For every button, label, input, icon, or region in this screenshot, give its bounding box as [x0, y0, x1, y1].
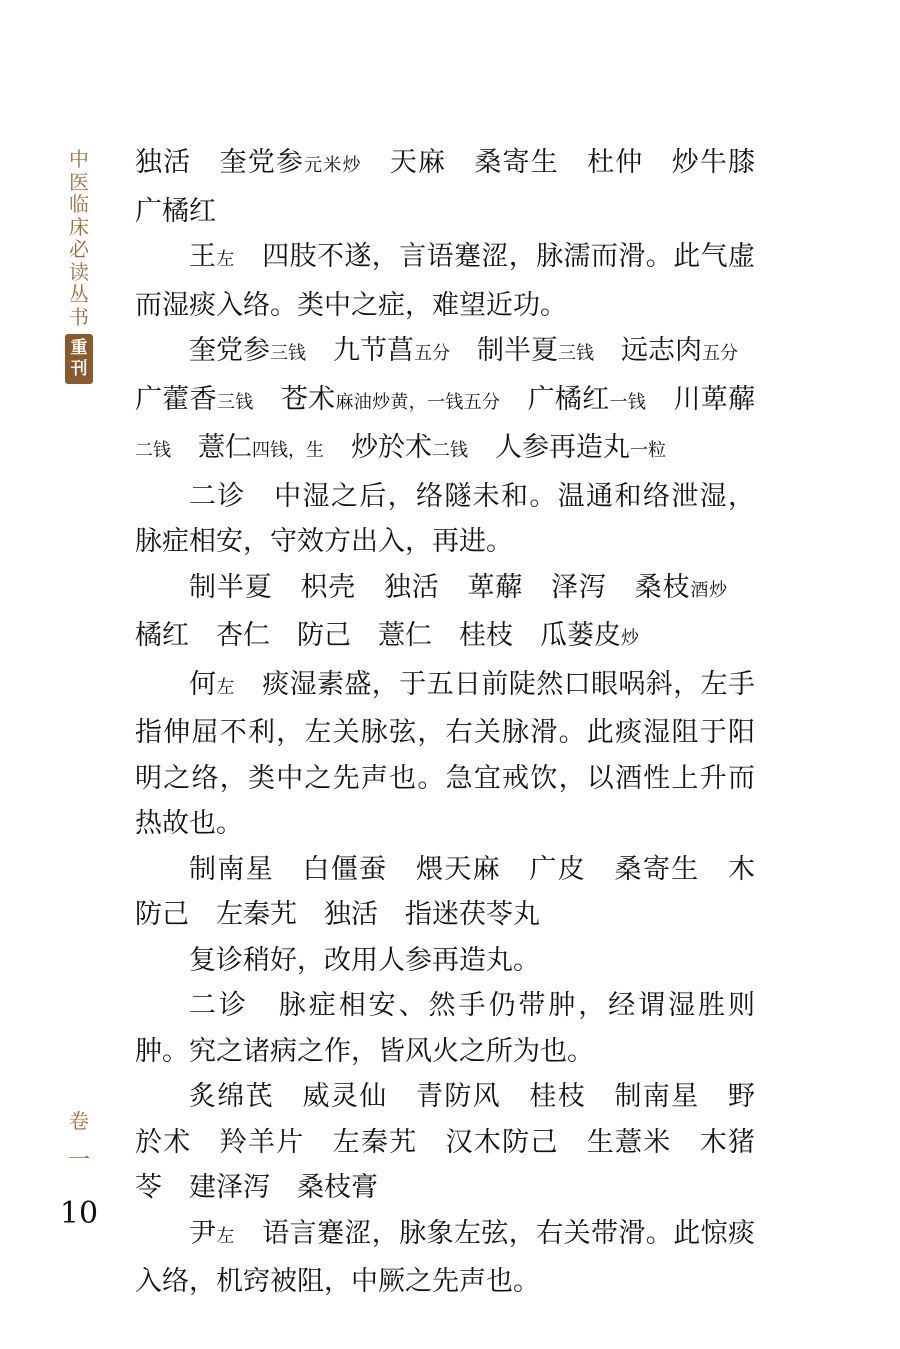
text-run: 炙绵芪 威灵仙 青防风 桂枝 制南星 野於术 羚羊片 左秦艽 汉木防己 生薏米 木猪苓 建泽泻 桑枝膏 — [135, 1081, 755, 1203]
text-run: 制南星 白僵蚕 煨天麻 广皮 桑寄生 木防己 左秦艽 独活 指迷茯苓丸 — [135, 853, 755, 930]
page-number: 10 — [59, 1196, 99, 1231]
paragraph — [135, 328, 765, 474]
text-run: 川萆薢 — [646, 383, 756, 415]
text-run: 炒於术 — [324, 432, 432, 463]
dosage-note: 炒 — [621, 628, 639, 649]
seal-char: 重 — [70, 338, 88, 358]
text-run: 独活 奎党参 — [135, 147, 305, 178]
text-run: 橘红 杏仁 防己 薏仁 桂枝 瓜蒌皮 — [135, 571, 756, 651]
volume-char: 卷 — [69, 1109, 89, 1133]
series-char: 读 — [69, 259, 89, 284]
text-run: 九节菖 — [306, 335, 414, 366]
dosage-note: 五分 — [702, 343, 738, 364]
series-char: 必 — [69, 237, 89, 261]
paragraph — [135, 1074, 755, 1211]
paragraph — [135, 1211, 755, 1305]
dosage-note: 一粒 — [630, 440, 666, 461]
series-char: 医 — [69, 169, 89, 194]
text-run: 何 — [189, 668, 217, 700]
text-run: 远志肉 — [594, 335, 702, 366]
text-run: 复诊稍好，改用人参再造丸。 — [189, 944, 540, 976]
dosage-note: 麻油炒黄，一钱五分 — [335, 391, 501, 413]
dosage-note: 三钱 — [558, 343, 594, 364]
series-char: 中 — [69, 147, 89, 171]
dosage-note: 二钱 — [432, 440, 468, 461]
text-run: 尹 — [189, 1217, 217, 1249]
dosage-note: 左 — [216, 676, 235, 698]
text-run: 四肢不遂，言语蹇涩，脉濡而滑。此气虚而湿痰入络。类中之症，难望近功。 — [135, 241, 756, 321]
dosage-note: 五分 — [414, 343, 450, 364]
text-run: 制半夏 枳壳 独活 萆薢 泽泻 桑枝 — [189, 571, 691, 603]
text-run: 广藿香 — [135, 335, 765, 415]
volume-label — [62, 1110, 96, 1172]
paragraph — [135, 983, 755, 1074]
series-char: 丛 — [69, 282, 89, 306]
reprint-seal — [65, 334, 93, 384]
dosage-note: 左 — [216, 1225, 235, 1247]
text-run: 二诊 中湿之后，络隧未和。温通和络泄湿，脉症相安，守效方出入，再进。 — [135, 480, 755, 557]
paragraph — [135, 234, 755, 328]
dosage-note: 二钱 — [135, 440, 171, 461]
text-run: 制半夏 — [450, 335, 558, 366]
paragraph — [135, 938, 755, 984]
text-run: 痰湿素盛，于五日前陡然口眼㖞斜，左手指伸屈不利，左关脉弦，右关脉滑。此痰湿阻于阳明之络，类中之先声也。急宜戒饮，以酒性上升而热故也。 — [135, 668, 756, 839]
volume-char: 一 — [67, 1148, 90, 1173]
text-run: 苍术 — [253, 383, 336, 415]
dosage-note: 三钱 — [216, 391, 254, 413]
paragraph — [135, 662, 755, 847]
dosage-note: 酒炒 — [690, 579, 729, 601]
text-run: 天麻 桑寄生 杜仲 炒牛膝 广橘红 — [135, 147, 783, 227]
text-run: 薏仁 — [171, 432, 252, 463]
paragraph — [135, 140, 783, 234]
paragraph — [135, 565, 755, 662]
dosage-note: 元米炒 — [304, 155, 362, 176]
series-char: 书 — [69, 304, 89, 329]
dosage-note: 一钱 — [609, 391, 647, 413]
paragraph — [135, 847, 755, 938]
text-run: 语言蹇涩，脉象左弦，右关带滑。此惊痰入络，机窍被阻，中厥之先声也。 — [135, 1217, 756, 1297]
seal-char: 刊 — [70, 359, 88, 379]
text-run: 广橘红 — [500, 383, 610, 415]
series-char: 临 — [69, 192, 89, 216]
text-run: 人参再造丸 — [468, 432, 630, 463]
dosage-note: 四钱，生 — [252, 440, 324, 461]
dosage-note: 三钱 — [270, 343, 306, 364]
paragraph — [135, 474, 755, 565]
text-run: 二诊 脉症相安、然手仍带肿，经谓湿胜则肿。究之诸病之作，皆风火之所为也。 — [135, 990, 755, 1067]
body-text — [135, 140, 783, 1305]
text-run: 奎党参 — [189, 335, 270, 366]
series-char: 床 — [69, 214, 89, 239]
text-run: 王 — [189, 241, 217, 272]
series-title — [62, 148, 96, 384]
dosage-note: 左 — [216, 249, 235, 270]
